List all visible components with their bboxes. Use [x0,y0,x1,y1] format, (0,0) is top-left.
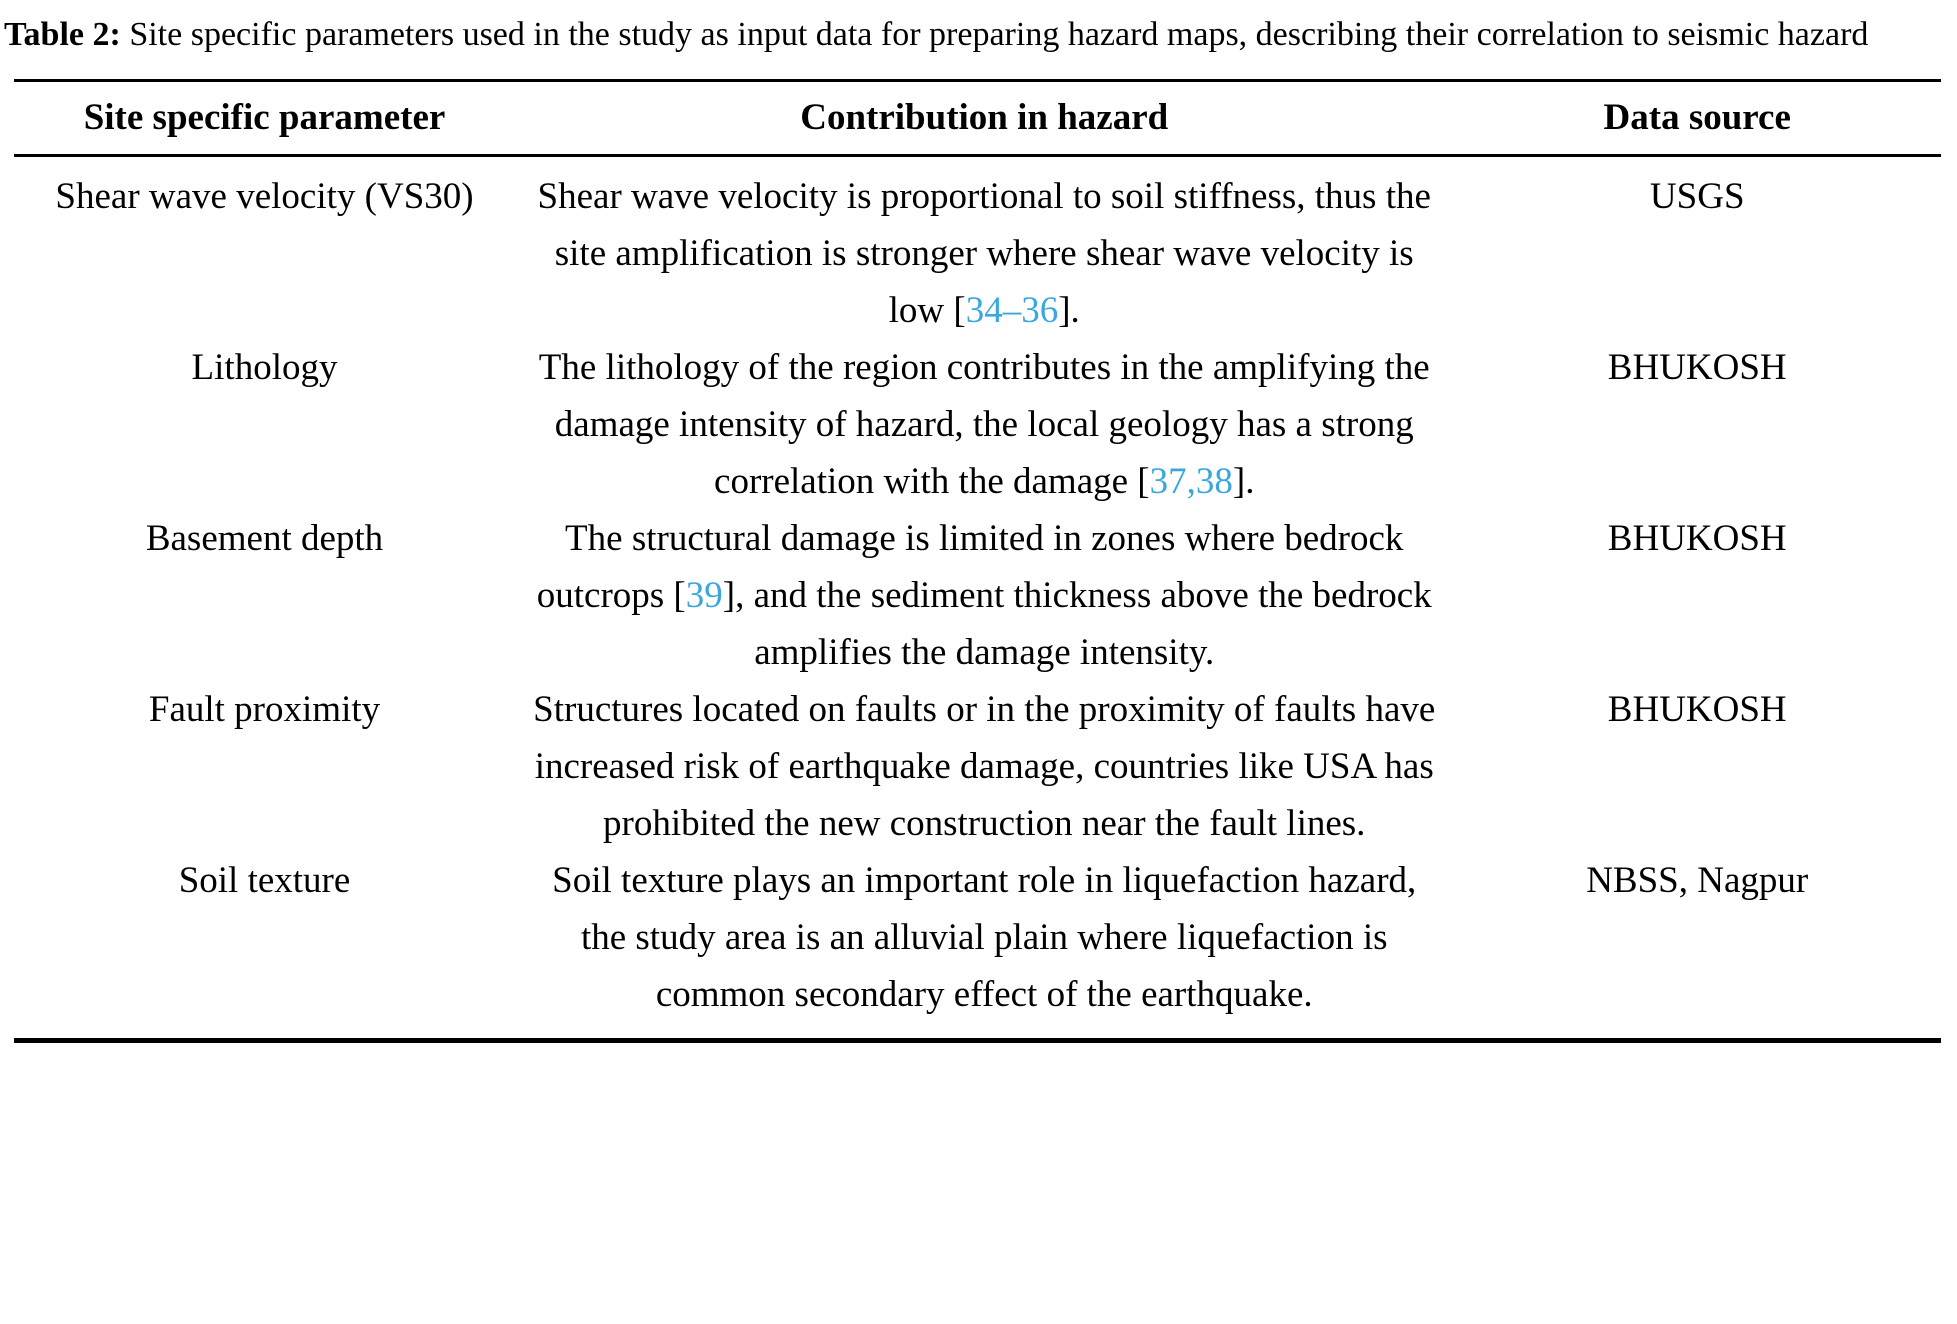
parameter-cell: Basement depth [145,517,384,559]
source-cell: BHUKOSH [1607,517,1787,559]
table-header-row [14,80,1941,155]
source-cell: NBSS, Nagpur [1586,859,1809,901]
source-cell: BHUKOSH [1607,688,1787,730]
table-caption [0,0,1957,62]
table-row [14,339,1941,510]
table-row [14,155,1941,339]
contribution-text: The structural damage is limited in zones where bedrock outcrops [ [536,517,1404,616]
contribution-text: Soil texture plays an important role in liquefaction hazard, the study area is an alluvial plain where liquefaction is common secondary effect of the earthquake. [552,859,1417,1015]
table-caption-text: Site specific parameters used in the study as input data for preparing hazard maps, describing their correlation to seismic hazard [129,16,1869,53]
table-caption-label: Table 2: [4,16,121,53]
parameters-table [14,79,1941,1043]
table-row [14,681,1941,852]
table-row [14,510,1941,681]
parameter-cell: Soil texture [178,859,351,901]
header-data-source: Data source [1453,80,1941,155]
contribution-cell [515,155,1453,339]
contribution-text: The lithology of the region contributes in the amplifying the damage intensity of hazard, the local geology has a strong correlation with the damage [ [538,346,1430,502]
citation-link[interactable]: 34–36 [965,289,1059,331]
source-cell: USGS [1649,175,1745,217]
header-contribution-in-hazard: Contribution in hazard [515,80,1453,155]
contribution-text: ]. [1232,460,1255,502]
contribution-cell [515,852,1453,1041]
contribution-text: ], and the sediment thickness above the bedrock amplifies the damage intensity. [722,574,1432,673]
parameter-cell: Fault proximity [148,688,381,730]
contribution-text: Structures located on faults or in the proximity of faults have increased risk of earthquake damage, countries like USA has prohibited the new construction near the fault lines. [533,688,1436,844]
table-row [14,852,1941,1041]
contribution-cell [515,681,1453,852]
parameter-cell: Shear wave velocity (VS30) [55,175,474,217]
contribution-text: ]. [1058,289,1080,331]
contribution-text: Shear wave velocity is proportional to soil stiffness, thus the site amplification is stronger where shear wave velocity is low [ [537,175,1431,331]
header-site-specific-parameter: Site specific parameter [14,80,515,155]
contribution-cell [515,510,1453,681]
citation-link[interactable]: 37,38 [1149,460,1233,502]
parameter-cell: Lithology [191,346,338,388]
citation-link[interactable]: 39 [685,574,723,616]
source-cell: BHUKOSH [1607,346,1787,388]
contribution-cell [515,339,1453,510]
